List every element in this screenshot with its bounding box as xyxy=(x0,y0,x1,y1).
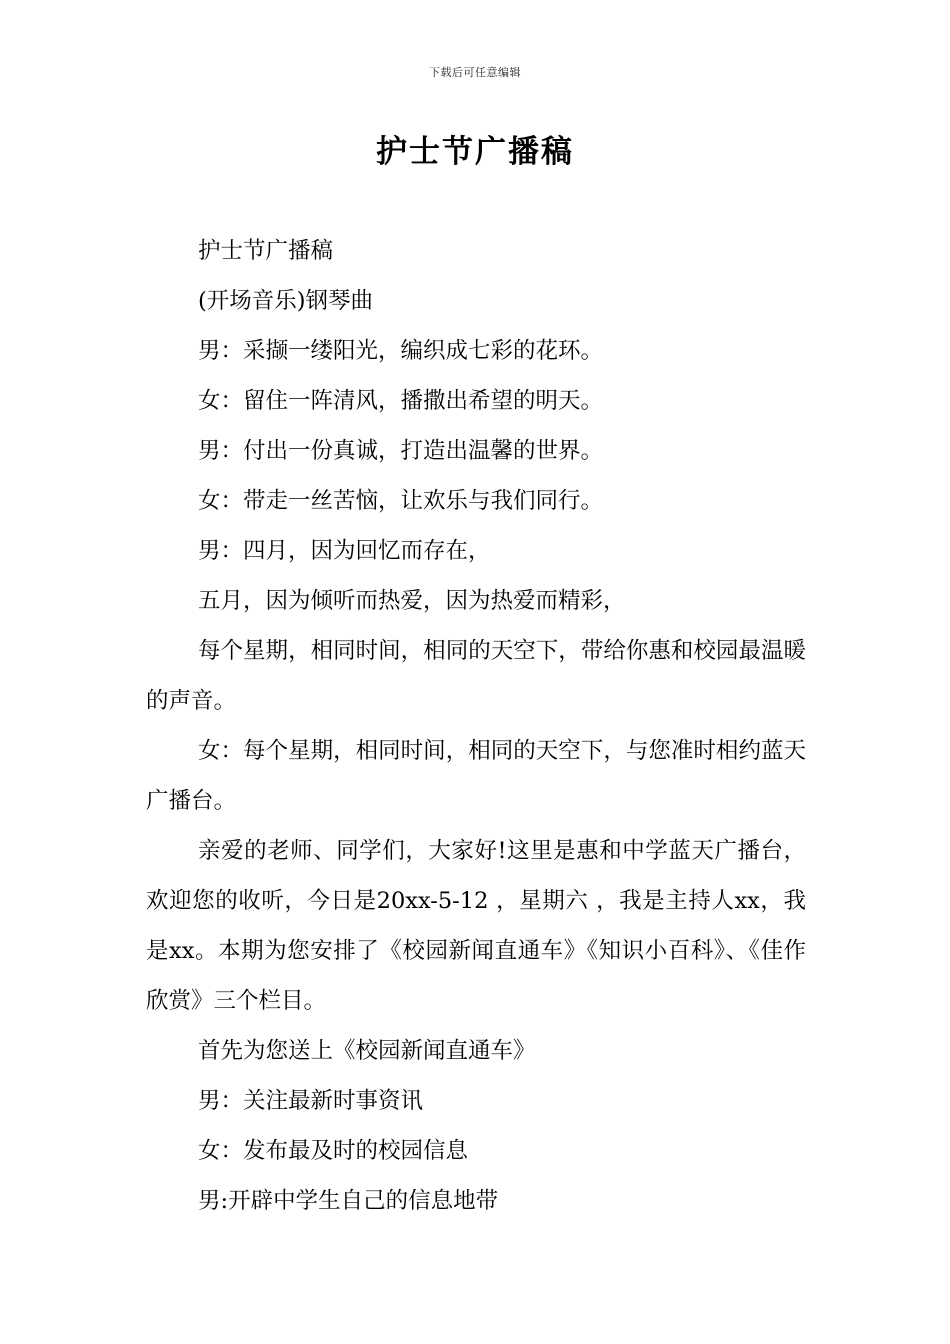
paragraph: 女：每个星期，相同时间，相同的天空下，与您准时相约蓝天广播台。 xyxy=(146,738,806,814)
paragraph: 女：留住一阵清风，播撒出希望的明天。 xyxy=(198,388,604,414)
paragraph: 女：带走一丝苦恼，让欢乐与我们同行。 xyxy=(198,488,604,514)
document-title: 护士节广播稿 xyxy=(376,134,574,170)
paragraph: 男：付出一份真诚，打造出温馨的世界。 xyxy=(198,438,604,464)
paragraph: 护士节广播稿 xyxy=(198,238,334,264)
paragraph: 五月，因为倾听而热爱，因为热爱而精彩， xyxy=(198,588,626,614)
paragraph: 首先为您送上《校园新闻直通车》 xyxy=(198,1038,536,1064)
paragraph: 男：关注最新时事资讯 xyxy=(198,1088,424,1114)
paragraph: 每个星期，相同时间，相同的天空下，带给你惠和校园最温暖的声音。 xyxy=(146,638,806,714)
paragraph: 男:开辟中学生自己的信息地带 xyxy=(198,1188,499,1214)
paragraph: 亲爱的老师、同学们，大家好!这里是惠和中学蓝天广播台，欢迎您的收听，今日是20xx-5-12 ，星期六 ，我是主持人xx，我是xx。本期为您安排了《校园新闻直通车》《知识小百科》、《佳作欣赏》三个栏目。 xyxy=(146,838,806,1014)
paragraph: 男：采撷一缕阳光，编织成七彩的花环。 xyxy=(198,338,604,364)
paragraph: 女：发布最及时的校园信息 xyxy=(198,1138,469,1164)
paragraph: 男：四月，因为回忆而存在， xyxy=(198,538,491,564)
header-note: 下载后可任意编辑 xyxy=(429,66,521,79)
document-body xyxy=(146,226,806,1226)
paragraph: (开场音乐)钢琴曲 xyxy=(198,288,374,314)
